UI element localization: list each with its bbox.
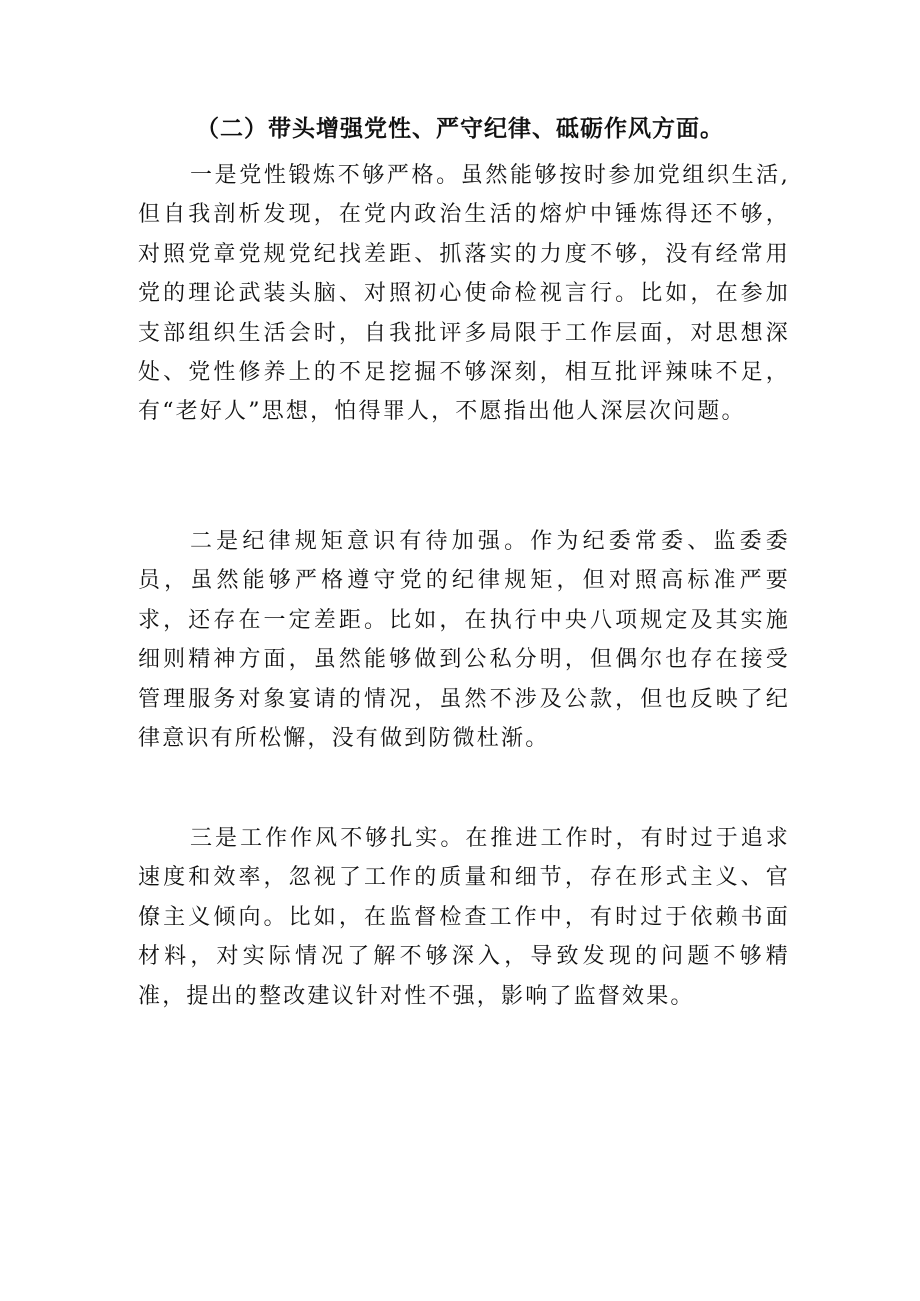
paragraph-work-style: 三是工作作风不够扎实。在推进工作时，有时过于追求速度和效率，忽视了工作的质量和细节，存在形式主义、官僚主义倾向。比如，在监督检查工作中，有时过于依赖书面材料，对实际情况了解不够深入，导致发现的问题不够精准，提出的整改建议针对性不强，影响了监督效果。: [138, 826, 790, 1009]
paragraph-discipline: 二是纪律规矩意识有待加强。作为纪委常委、监委委员，虽然能够严格遵守党的纪律规矩，但对照高标准严要求，还存在一定差距。比如，在执行中央八项规定及其实施细则精神方面，虽然能够做到公私分明，但偶尔也存在接受管理服务对象宴请的情况，虽然不涉及公款，但也反映了纪律意识有所松懈，没有做到防微杜渐。: [138, 529, 790, 752]
paragraph-party-spirit: 一是党性锻炼不够严格。虽然能够按时参加党组织生活,但自我剖析发现，在党内政治生活的熔炉中锤炼得还不够，对照党章党规党纪找差距、抓落实的力度不够，没有经常用党的理论武装头脑、对照初心使命检视言行。比如，在参加支部组织生活会时，自我批评多局限于工作层面，对思想深处、党性修养上的不足挖掘不够深刻，相互批评辣味不足，有“老好人”思想，怕得罪人，不愿指出他人深层次问题。: [138, 163, 790, 425]
section-heading: （二）带头增强党性、严守纪律、砥砺作风方面。: [196, 115, 724, 142]
